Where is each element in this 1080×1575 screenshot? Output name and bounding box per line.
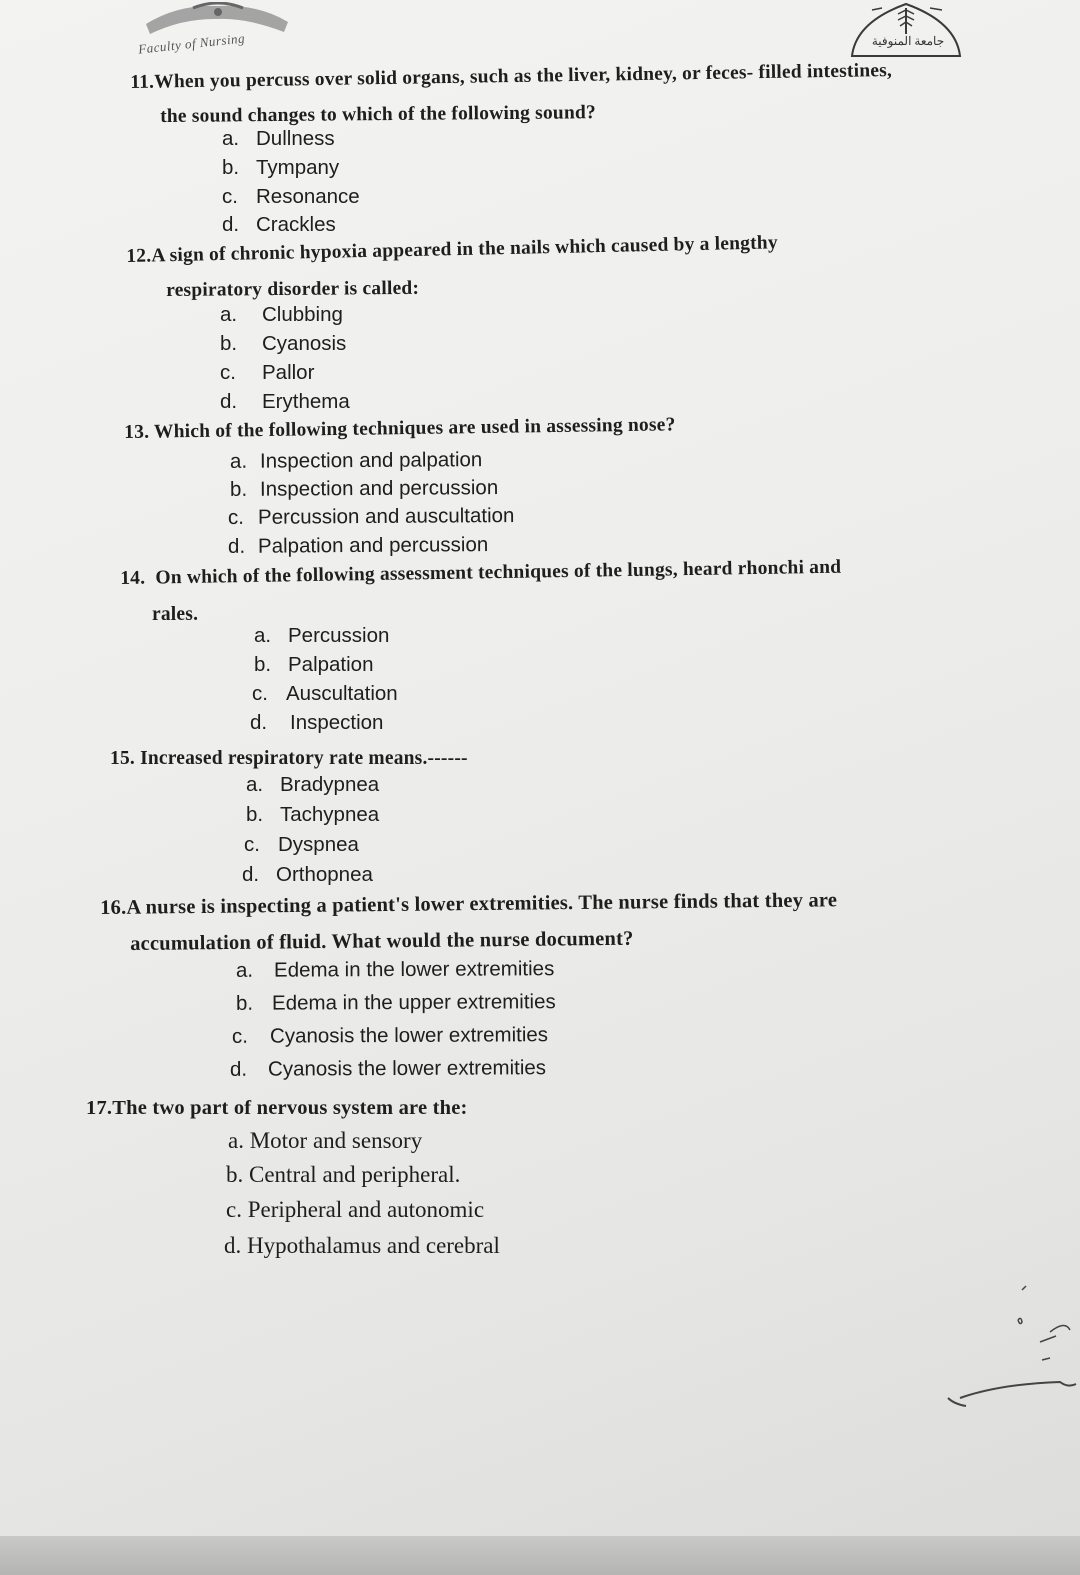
option-15c[interactable]	[244, 833, 359, 857]
option-letter: c.	[252, 682, 268, 705]
option-letter: d.	[220, 390, 238, 413]
option-text: Edema in the lower extremities	[273, 957, 555, 982]
option-text: Bradypnea	[280, 773, 380, 796]
question-13-stem	[124, 408, 676, 449]
option-letter: a.	[254, 624, 272, 647]
option-16c[interactable]	[232, 1023, 548, 1049]
option-text: Auscultation	[286, 682, 398, 705]
option-letter: c.	[231, 1024, 249, 1048]
question-16-stem	[100, 884, 837, 925]
option-letter: b.	[246, 803, 264, 826]
option-12d[interactable]	[220, 390, 350, 414]
option-text: Peripheral and autonomic	[247, 1197, 485, 1222]
question-14-stem-line2: rales.	[152, 604, 199, 625]
option-letter: b.	[222, 156, 240, 179]
page-bottom-edge	[0, 1536, 1080, 1575]
question-number: 12.	[126, 245, 152, 267]
option-letter: c.	[226, 1197, 242, 1222]
option-13d[interactable]	[228, 533, 488, 559]
faculty-logo-text: Faculty of Nursing	[137, 30, 246, 57]
option-letter: a.	[228, 1128, 244, 1153]
option-letter: a.	[220, 303, 238, 326]
option-12c[interactable]	[220, 361, 314, 385]
option-11d[interactable]	[222, 213, 336, 237]
option-text: Cyanosis the lower extremities	[267, 1056, 547, 1081]
option-11c[interactable]	[222, 185, 360, 209]
option-11a[interactable]	[222, 127, 335, 151]
option-letter: b.	[220, 332, 238, 355]
question-number: 11.	[130, 71, 155, 93]
question-text: Increased respiratory rate means.------	[140, 748, 468, 769]
option-letter: d.	[229, 1057, 248, 1081]
option-letter: d.	[250, 711, 268, 734]
option-11b[interactable]	[222, 156, 339, 180]
option-text: Tachypnea	[280, 803, 380, 826]
option-text: Dyspnea	[278, 833, 359, 856]
question-number: 16.	[100, 896, 127, 919]
option-14a[interactable]	[254, 624, 389, 648]
option-text: Pallor	[262, 361, 315, 384]
option-letter: a.	[246, 773, 264, 796]
question-text: The two part of nervous system are the:	[112, 1097, 468, 1119]
option-12b[interactable]	[220, 332, 346, 356]
handwritten-signature-icon	[930, 1280, 1080, 1420]
question-number: 17.	[86, 1097, 113, 1119]
option-17b[interactable]	[226, 1162, 460, 1188]
option-letter: a.	[235, 958, 254, 982]
option-letter: d.	[227, 534, 246, 558]
option-text: Hypothalamus and cerebral	[247, 1233, 500, 1258]
question-text: A sign of chronic hypoxia appeared in the nails which caused by a lengthy	[151, 232, 779, 267]
option-14b[interactable]	[254, 653, 373, 677]
option-letter: d.	[222, 213, 240, 236]
option-text: Edema in the upper extremities	[271, 990, 556, 1015]
question-text: A nurse is inspecting a patient's lower extremities. The nurse finds that they are	[126, 889, 838, 919]
option-text: Tympany	[256, 156, 340, 179]
option-16a[interactable]	[236, 957, 554, 983]
option-text: Erythema	[262, 390, 350, 413]
option-text: Dullness	[256, 127, 335, 150]
question-15-stem	[110, 742, 468, 775]
question-11-stem-line2: the sound changes to which of the following sound?	[160, 102, 597, 127]
option-text: Percussion and auscultation	[257, 504, 515, 529]
option-17a[interactable]	[228, 1128, 422, 1154]
question-text: Which of the following techniques are used in assessing nose?	[153, 414, 676, 443]
option-15d[interactable]	[242, 863, 373, 887]
option-text: Central and peripheral.	[249, 1162, 461, 1187]
question-17-stem	[86, 1092, 468, 1125]
option-letter: d.	[242, 863, 260, 886]
option-13a[interactable]	[230, 448, 482, 474]
option-text: Crackles	[256, 213, 336, 236]
question-16-stem-line2: accumulation of fluid. What would the nurse document?	[130, 927, 634, 955]
option-14d[interactable]	[250, 711, 383, 735]
university-logo-text: جامعة المنوفية	[871, 34, 945, 48]
option-16d[interactable]	[230, 1056, 546, 1082]
option-text: Palpation	[288, 653, 374, 676]
option-14c[interactable]	[252, 682, 398, 706]
option-letter: b.	[254, 653, 272, 676]
option-text: Cyanosis	[262, 332, 347, 355]
option-text: Motor and sensory	[249, 1128, 423, 1153]
option-letter: b.	[229, 477, 248, 501]
option-letter: c.	[222, 185, 238, 208]
option-17d[interactable]	[224, 1233, 500, 1259]
option-text: Inspection and palpation	[259, 448, 483, 473]
option-13b[interactable]	[230, 476, 498, 502]
option-text: Palpation and percussion	[257, 533, 489, 558]
option-text: Clubbing	[262, 303, 343, 326]
option-text: Orthopnea	[276, 863, 373, 886]
option-letter: c.	[220, 361, 236, 384]
option-15b[interactable]	[246, 803, 379, 827]
option-letter: b.	[235, 991, 254, 1015]
option-12a[interactable]	[220, 303, 343, 327]
option-text: Resonance	[256, 185, 360, 208]
option-text: Inspection	[290, 711, 384, 734]
option-letter: c.	[227, 505, 245, 529]
option-letter: a.	[222, 127, 240, 150]
question-12-stem-line2: respiratory disorder is called:	[166, 277, 420, 301]
option-16b[interactable]	[236, 990, 556, 1016]
question-number: 14.	[120, 567, 146, 589]
faculty-logo	[138, 2, 298, 62]
question-number: 13.	[124, 421, 150, 443]
option-13c[interactable]	[228, 504, 515, 530]
option-17c[interactable]	[226, 1197, 484, 1223]
option-letter: d.	[224, 1233, 242, 1258]
option-text: Cyanosis the lower extremities	[269, 1023, 549, 1048]
question-text: On which of the following assessment techniques of the lungs, heard rhonchi and	[155, 556, 842, 589]
option-text: Percussion	[288, 624, 390, 647]
option-letter: a.	[229, 449, 248, 473]
option-letter: b.	[226, 1162, 244, 1187]
question-text: When you percuss over solid organs, such as the liver, kidney, or feces- filled intestines,	[153, 60, 893, 93]
option-text: Inspection and percussion	[259, 476, 499, 501]
option-15a[interactable]	[246, 773, 379, 797]
question-number: 15.	[110, 748, 135, 769]
option-letter: c.	[244, 833, 260, 856]
